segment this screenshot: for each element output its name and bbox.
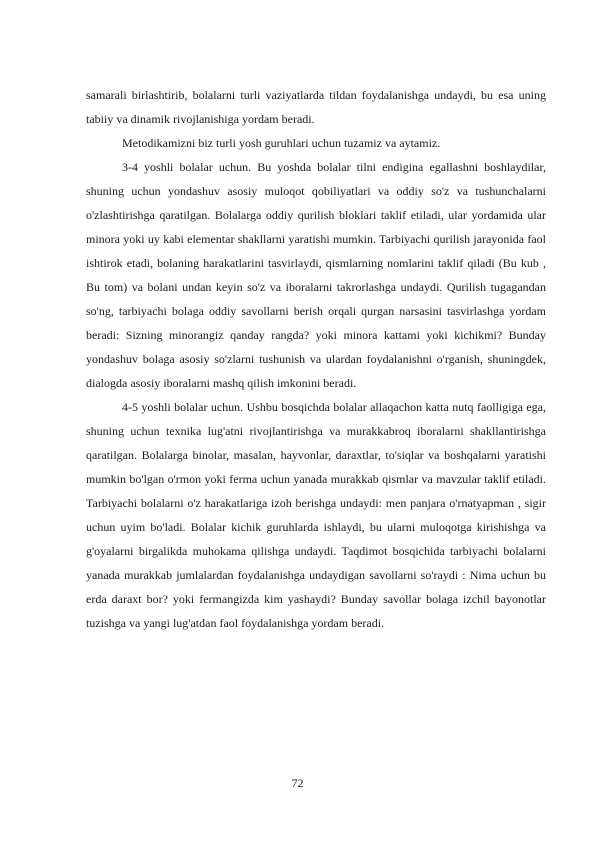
paragraph-age-4-5: 4-5 yoshli bolalar uchun. Ushbu bosqichda bolalar allaqachon katta nutq faolligiga ega, shuning uchun texnika lug'atni rivojlantirishga va murakkabroq iboralarni shakllantirishga qaratilgan. Bolalarga binolar, masalan, hayvonlar, daraxtlar, to'siqlar va boshqalarni yaratishi mumkin bo'lgan o'rmon yoki ferma uchun yanada murakkab qismlar va mavzular taklif etiladi. Tarbiyachi bolalarni o'z harakatlariga izoh berishga undaydi: men panjara o'rnatyapman , sigir uchun uyim bo'ladi. Bolalar kichik guruhlarda ishlaydi, bu ularni muloqotga kirishishga va g'oyalarni birgalikda muhokama qilishga undaydi. Taqdimot bosqichida tarbiyachi bolalarni yanada murakkab jumlalardan foydalanishga undaydigan savollarni so'raydi : Nima uchun bu erda daraxt bor? yoki fermangizda kim yashaydi? Bunday savollar bolaga izchil bayonotlar tuzishga va yangi lug'atdan faol foydalanishga yordam beradi. <box>86 400 546 630</box>
page-number: 72 <box>291 776 304 790</box>
body-text <box>86 83 546 635</box>
paragraph-age-3-4: 3-4 yoshli bolalar uchun. Bu yoshda bolalar tilni endigina egallashni boshlaydilar, shuning uchun yondashuv asosiy muloqot qobiliyatlari va oddiy so'z va tushunchalarni o'zlashtirishga qaratilgan. Bolalarga oddiy qurilish bloklari taklif etiladi, ular yordamida ular minora yoki uy kabi elementar shakllarni yaratishi mumkin. Tarbiyachi qurilish jarayonida faol ishtirok etadi, bolaning harakatlarini tasvirlaydi, qismlarning nomlarini taklif qiladi (Bu kub , Bu tom) va bolani undan keyin so'z va iboralarni takrorlashga undaydi. Qurilish tugagandan so'ng, tarbiyachi bolaga oddiy savollarni berish orqali qurgan narsasini tasvirlashga yordam beradi: Sizning minorangiz qanday rangda? yoki minora kattami yoki kichikmi? Bunday yondashuv bolaga asosiy so'zlarni tushunish va ulardan foydalanishni o'rganish, shuningdek, dialogda asosiy iboralarni mashq qilish imkonini beradi. <box>86 160 546 390</box>
paragraph-intro: Metodikamizni biz turli yosh guruhlari uchun tuzamiz va aytamiz. <box>122 136 441 150</box>
paragraph-continuation: samarali birlashtirib, bolalarni turli vaziyatlarda tildan foydalanishga undaydi, bu esa uning tabiiy va dinamik rivojlanishiga yordam beradi. <box>86 88 546 126</box>
